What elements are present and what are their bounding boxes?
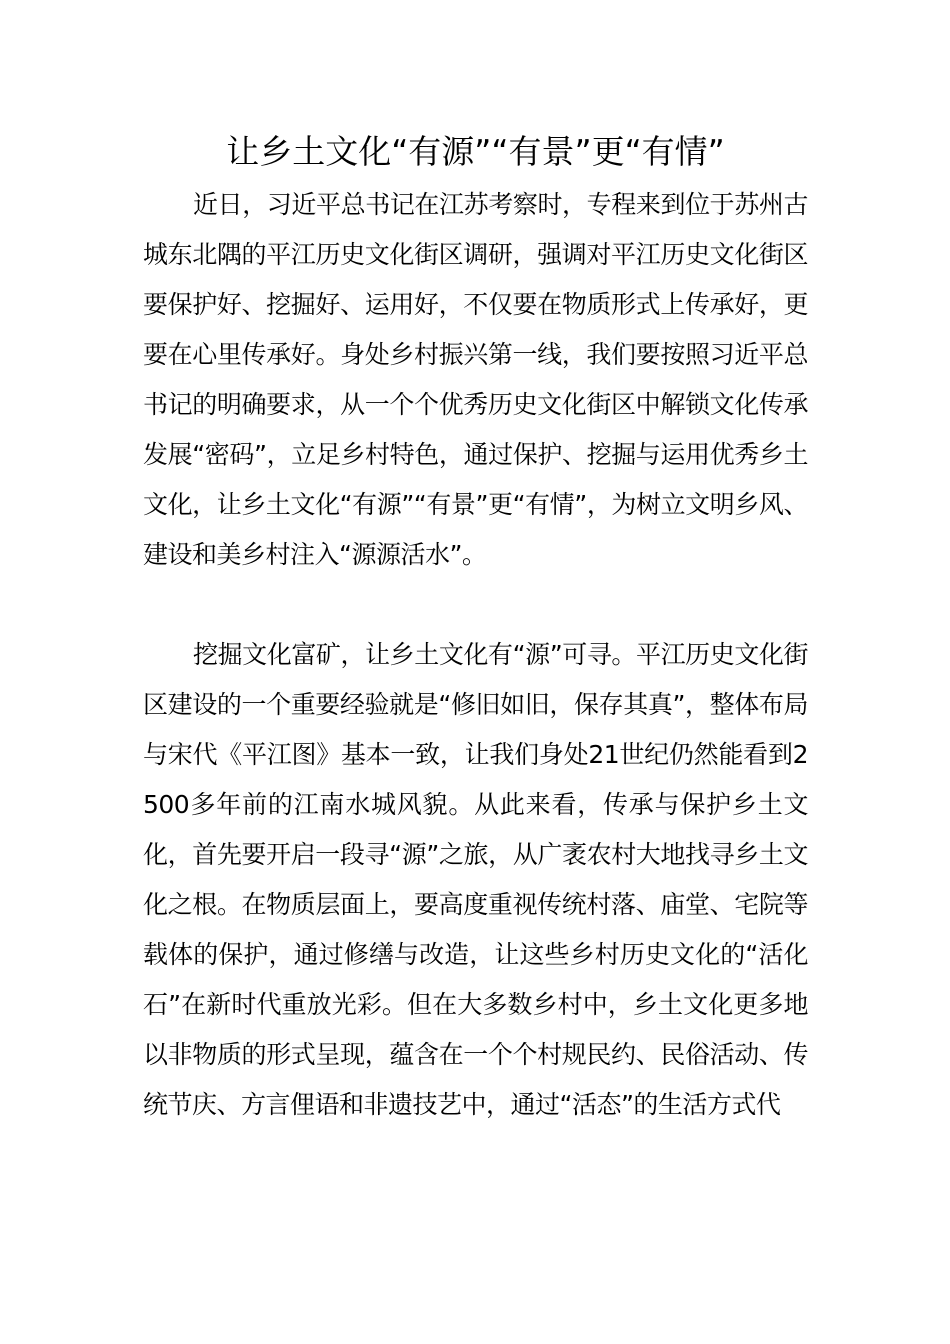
paragraph-spacer	[143, 580, 808, 630]
document-page	[143, 124, 808, 1130]
document-title: 让乡土文化“有源”“有景”更“有情”	[226, 132, 725, 171]
paragraph-2: 挖掘文化富矿，让乡土文化有“源”可寻。平江历史文化街区建设的一个重要经验就是“修旧如旧，保存其真”，整体布局与宋代《平江图》基本一致，让我们身处21世纪仍然能看到2500多年前的江南水城风貌。从此来看，传承与保护乡土文化，首先要开启一段寻“源”之旅，从广袤农村大地找寻乡土文化之根。在物质层面上，要高度重视传统村落、庙堂、宅院等载体的保护，通过修缮与改造，让这些乡村历史文化的“活化石”在新时代重放光彩。但在大多数乡村中，乡土文化更多地以非物质的形式呈现，蕴含在一个个村规民约、民俗活动、传统节庆、方言俚语和非遗技艺中，通过“活态”的生活方式代	[143, 640, 808, 1119]
paragraph-1: 近日，习近平总书记在江苏考察时，专程来到位于苏州古城东北隅的平江历史文化街区调研，强调对平江历史文化街区要保护好、挖掘好、运用好，不仅要在物质形式上传承好，更要在心里传承好。身处乡村振兴第一线，我们要按照习近平总书记的明确要求，从一个个优秀历史文化街区中解锁文化传承发展“密码”，立足乡村特色，通过保护、挖掘与运用优秀乡土文化，让乡土文化“有源”“有景”更“有情”，为树立文明乡风、建设和美乡村注入“源源活水”。	[143, 190, 808, 569]
